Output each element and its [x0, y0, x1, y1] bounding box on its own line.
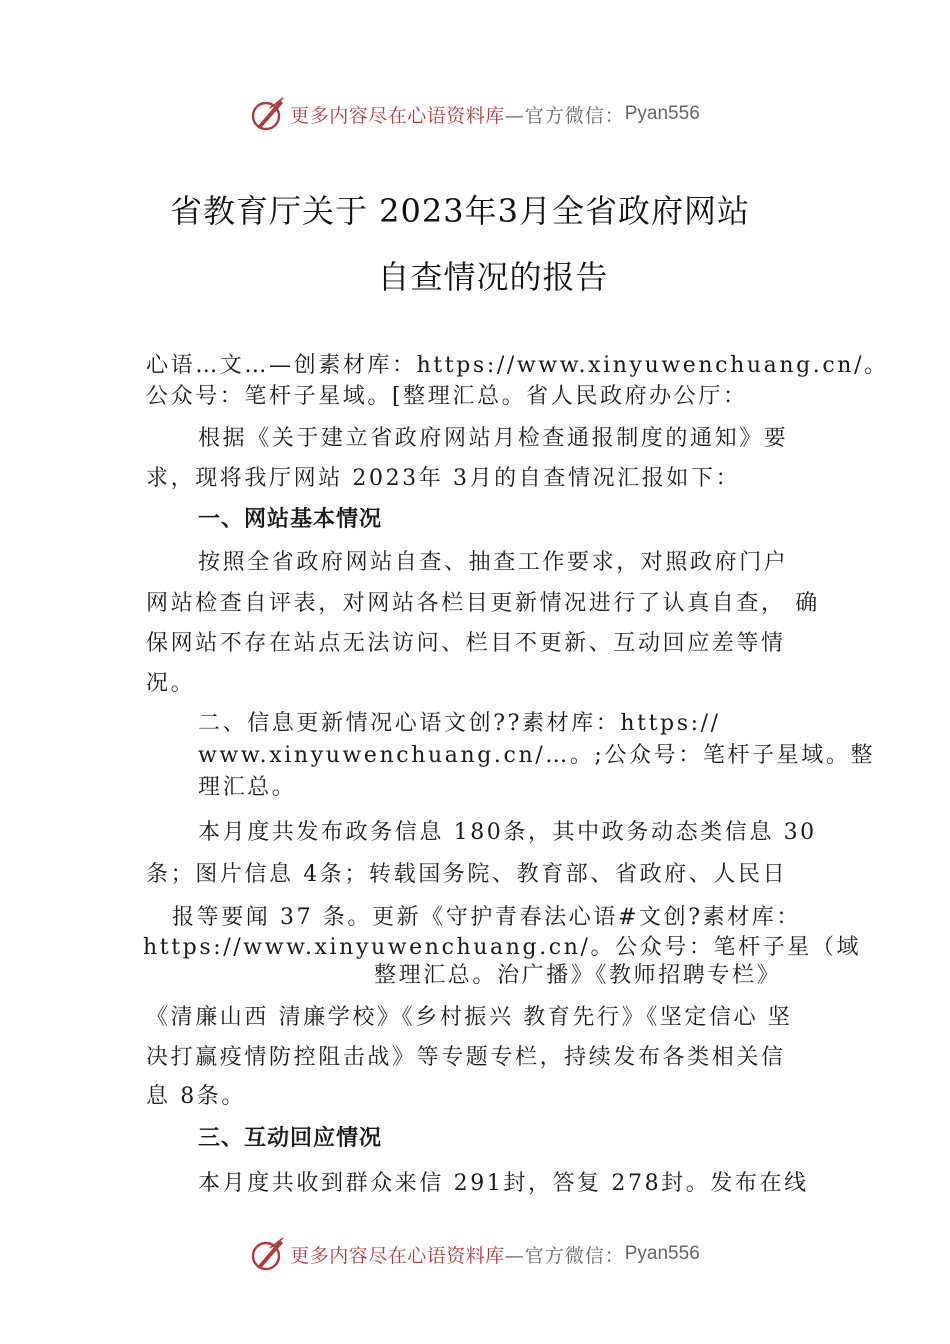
- body-line: 整理汇总。治广播》《教师招聘专栏》: [374, 963, 782, 988]
- footer-banner: [0, 1234, 950, 1274]
- body-line: 息 8条。: [146, 1084, 246, 1109]
- body-line: 条；图片信息 4条；转载国务院、教育部、省政府、人民日: [146, 862, 788, 887]
- body-line: 心语…文…—创素材库：https://www.xinyuwenchuang.cn/。: [146, 353, 889, 378]
- header-banner: [0, 94, 950, 134]
- body-line: 保网站不存在站点无法访问、栏目不更新、互动回应差等情: [146, 631, 786, 656]
- body-line: 求，现将我厅网站 2023年 3月的自查情况汇报如下：: [146, 466, 741, 491]
- quill-logo-icon: [250, 1236, 286, 1272]
- banner-wechat-id: Pyan556: [624, 103, 700, 124]
- body-line: 决打赢疫情防控阻击战》等专题专栏，持续发布各类相关信: [146, 1045, 786, 1070]
- section-heading: 一、网站基本情况: [198, 507, 383, 532]
- body-line: 本月度共收到群众来信 291封，答复 278封。发布在线: [198, 1171, 809, 1196]
- body-line: 二、信息更新情况心语文创??素材库：https://: [198, 711, 721, 736]
- banner-text: 更多内容尽在心语资料库: [290, 1244, 505, 1267]
- document-title-line-1: 省教育厅关于 2023年3月全省政府网站: [170, 192, 750, 230]
- quill-logo-icon: [250, 96, 286, 132]
- banner-text: 更多内容尽在心语资料库: [290, 104, 505, 127]
- document-title-line-2: 自查情况的报告: [377, 258, 609, 296]
- banner-separator: —官方微信：: [504, 104, 625, 127]
- section-heading: 三、互动回应情况: [198, 1126, 383, 1151]
- banner-wechat-id: Pyan556: [624, 1243, 700, 1264]
- body-line: 按照全省政府网站自查、抽查工作要求，对照政府门户: [198, 550, 789, 575]
- body-line: 公众号：笔杆子星域。[整理汇总。省人民政府办公厅：: [146, 384, 748, 409]
- body-line: https://www.xinyuwenchuang.cn/。公众号：笔杆子星（域: [143, 935, 862, 960]
- body-line: www.xinyuwenchuang.cn/…。;公众号：笔杆子星域。整: [198, 743, 876, 768]
- body-line: 况。: [146, 671, 196, 696]
- body-line: 理汇总。: [198, 775, 297, 800]
- body-line: 网站检查自评表，对网站各栏目更新情况进行了认真自查， 确: [146, 591, 820, 616]
- body-line: 报等要闻 37 条。更新《守护青春法心语#文创?素材库：: [172, 905, 802, 930]
- body-line: 根据《关于建立省政府网站月检查通报制度的通知》要: [198, 426, 789, 451]
- body-line: 《清廉山西 清廉学校》《乡村振兴 教育先行》《坚定信心 坚: [146, 1005, 793, 1030]
- banner-separator: —官方微信：: [504, 1244, 625, 1267]
- body-line: 本月度共发布政务信息 180条，其中政务动态类信息 30: [198, 820, 817, 845]
